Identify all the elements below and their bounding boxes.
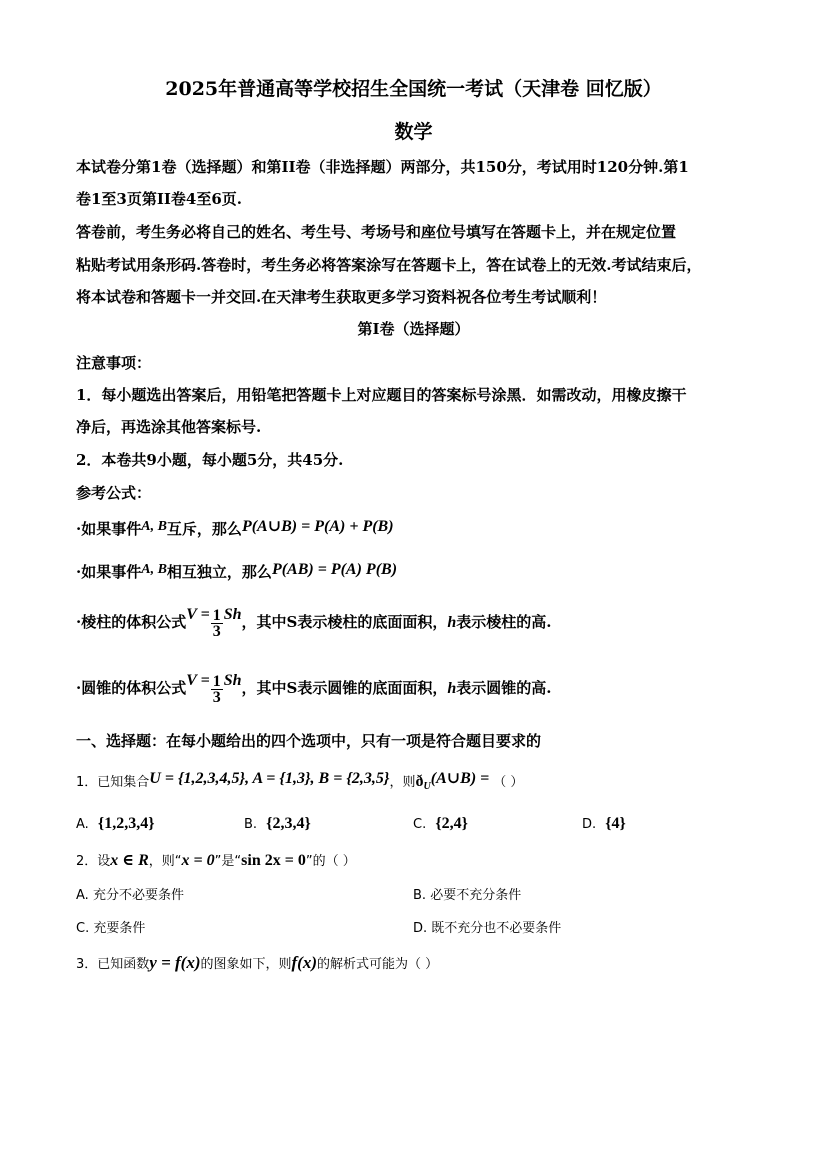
option-value: {2,3,4} [266, 815, 311, 832]
formula-2-prefix: ·如果事件 [76, 563, 142, 581]
option-value: {2,4} [435, 815, 468, 832]
formula-4-denominator: 3 [212, 688, 221, 706]
formula-1-vars: A, B [141, 519, 167, 534]
question-1-expression: (A∪B) = [430, 770, 490, 787]
formula-4-numerator: 1 [212, 672, 221, 690]
formula-cone-volume [76, 672, 552, 705]
question-1-prefix: 1．已知集合 [76, 775, 150, 790]
formula-2-mid: 相互独立，那么 [166, 563, 272, 581]
question-2-prefix: 2．设 [76, 854, 111, 869]
intro-line-1: 本试卷分第1卷（选择题）和第II卷（非选择题）两部分，共150分，考试用时120分钟.第1 [76, 158, 689, 176]
question-1-option-b[interactable] [244, 813, 311, 833]
question-2-condition: x ∈ R [110, 852, 149, 869]
question-3-prefix: 3．已知函数 [76, 957, 150, 972]
formula-2-vars: A, B [141, 562, 167, 577]
instructions-line-2: 粘贴考试用条形码.答卷时，考生务必将答案涂写在答题卡上，答在试卷上的无效.考试结束后， [76, 256, 702, 274]
option-value: {4} [605, 815, 626, 832]
formula-4-fraction [211, 674, 223, 705]
question-2-suffix: ”的（ ） [305, 854, 356, 869]
formula-3-rhs: Sh [223, 606, 242, 623]
option-value: {1,2,3,4} [97, 815, 155, 832]
question-2-option-c[interactable] [76, 917, 145, 936]
formula-4-h: h [447, 680, 457, 697]
formula-3-numerator: 1 [212, 606, 221, 624]
formula-4-suffix-b: 表示圆锥的高. [456, 679, 552, 697]
question-3-function: y = f(x) [149, 953, 201, 972]
question-1-sets: U = {1,2,3,4,5}, A = {1,3}, B = {2,3,5} [149, 770, 390, 787]
formulas-heading: 参考公式： [76, 484, 152, 502]
option-label: C. [76, 921, 90, 936]
question-2-option-d[interactable] [413, 917, 561, 936]
question-3-suffix: 的解析式可能为（ ） [317, 957, 439, 972]
formula-3-h: h [447, 614, 457, 631]
notes-heading: 注意事项： [76, 354, 152, 372]
formula-4-rhs: Sh [223, 672, 242, 689]
formula-2-expression: P(AB) = P(A) P(B) [271, 561, 398, 578]
formula-3-fraction [211, 608, 223, 639]
notes-item-1-line-2: 净后，再选涂其他答案标号. [76, 418, 262, 436]
question-2-p: x = 0 [181, 852, 215, 869]
instructions-line-3: 将本试卷和答题卡一并交回.在天津考生获取更多学习资料祝各位考生考试顺利！ [76, 288, 607, 306]
instructions-line-1: 答卷前，考生务必将自己的姓名、考生号、考场号和座位号填写在答题卡上，并在规定位置 [76, 223, 677, 241]
formula-3-suffix-b: 表示棱柱的高. [456, 613, 552, 631]
option-label: D. [582, 817, 597, 832]
formula-3-lhs: V = [186, 606, 210, 623]
question-1-option-a[interactable] [76, 813, 155, 833]
option-label: B. [413, 888, 427, 903]
question-2-mid-1: ，则“ [148, 854, 182, 869]
formula-1-expression: P(A∪B) = P(A) + P(B) [241, 518, 394, 535]
option-value: 既不充分也不必要条件 [431, 921, 562, 936]
question-3-function-2: f(x) [291, 953, 317, 972]
formula-4-prefix: ·圆锥的体积公式 [76, 679, 187, 697]
question-2-option-b[interactable] [413, 884, 521, 903]
question-3 [76, 953, 438, 973]
question-1-complement-subscript: U [423, 781, 431, 792]
question-2-option-a[interactable] [76, 884, 184, 903]
option-label: A. [76, 888, 89, 903]
notes-item-1-line-1: 1．每小题选出答案后，用铅笔把答题卡上对应题目的答案标号涂黑．如需改动，用橡皮擦干 [76, 386, 687, 404]
question-2-q: sin 2x = 0 [241, 852, 306, 869]
formula-3-suffix-a: ，其中S表示棱柱的底面面积， [241, 613, 448, 631]
question-3-mid: 的图象如下，则 [200, 957, 292, 972]
notes-item-2: 2．本卷共9小题，每小题5分，共45分. [76, 451, 344, 469]
question-1-mid: ，则 [389, 775, 416, 790]
question-1-complement-symbol: ð [415, 773, 424, 790]
option-label: C. [413, 817, 427, 832]
question-2 [76, 850, 356, 870]
section-header: 第I卷（选择题） [357, 320, 470, 338]
formula-4-lhs: V = [186, 672, 210, 689]
formula-independent [76, 561, 397, 582]
formula-mutually-exclusive [76, 516, 394, 539]
question-1-option-d[interactable] [582, 813, 626, 833]
formula-1-mid: 互斥，那么 [166, 520, 242, 538]
question-1-blank: （ ） [493, 775, 524, 790]
option-label: B. [244, 817, 258, 832]
formula-prism-volume [76, 606, 552, 639]
exam-subject: 数学 [394, 121, 433, 143]
formula-4-suffix-a: ，其中S表示圆锥的底面面积， [241, 679, 448, 697]
formula-3-denominator: 3 [212, 622, 221, 640]
option-value: 必要不充分条件 [430, 888, 522, 903]
formula-1-prefix: ·如果事件 [76, 520, 142, 538]
option-label: D. [413, 921, 428, 936]
option-value: 充分不必要条件 [92, 888, 184, 903]
part-1-heading: 一、选择题：在每小题给出的四个选项中，只有一项是符合题目要求的 [76, 732, 542, 750]
question-2-mid-2: ”是“ [214, 854, 242, 869]
question-1 [76, 768, 523, 792]
question-1-option-c[interactable] [413, 813, 468, 833]
option-label: A. [76, 817, 89, 832]
exam-title: 2025年普通高等学校招生全国统一考试（天津卷 回忆版） [165, 78, 662, 100]
intro-line-2: 卷1至3页第II卷4至6页. [76, 190, 243, 208]
option-value: 充要条件 [93, 921, 146, 936]
formula-3-prefix: ·棱柱的体积公式 [76, 613, 187, 631]
